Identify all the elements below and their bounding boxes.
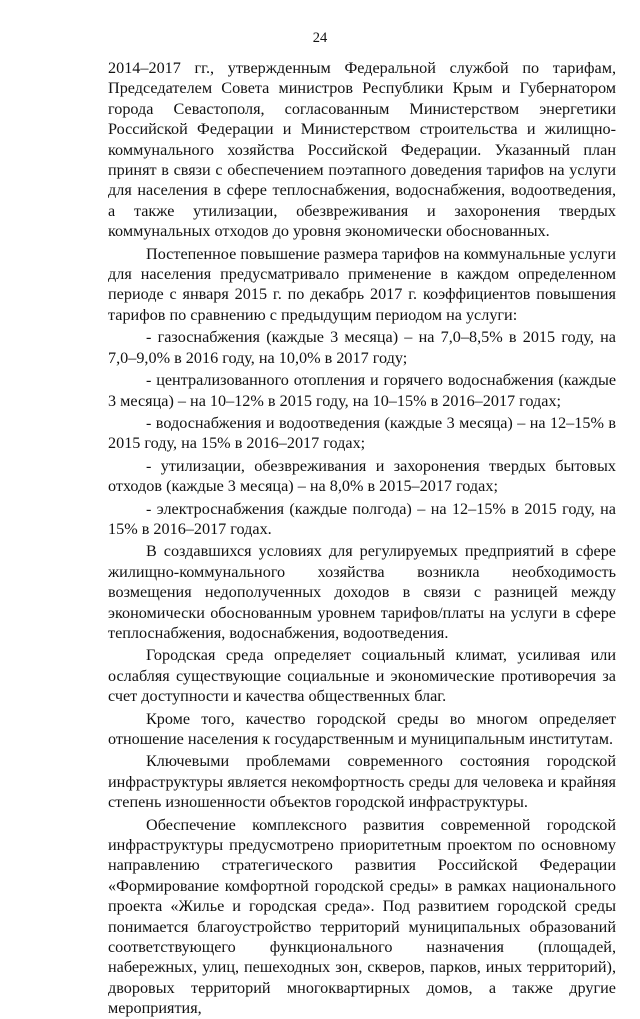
paragraph-compensation: В создавшихся условиях для регулируемых предприятий в сфере жилищно-коммунального хозяйства возникла необходимость возмещения недополученных доходов в связи с разницей между экономически обоснованным уровнем тарифов/платы на услуги в сфере теплоснабжения, водоснабжения, водоотведения. <box>108 542 616 642</box>
list-item-gas-supply: - газоснабжения (каждые 3 месяца) – на 7,0–8,5% в 2015 году, на 7,0–9,0% в 2016 году, на 10,0% в 2017 году; <box>108 328 616 367</box>
list-item-waste-disposal: - утилизации, обезвреживания и захоронения твердых бытовых отходов (каждые 3 месяца) – на 8,0% в 2015–2017 годах; <box>108 456 616 496</box>
paragraph-urban-environment: Городская среда определяет социальный климат, усиливая или ослабляя существующие социальные и экономические противоречия за счет доступности и качества общественных благ. <box>108 646 616 706</box>
list-item-water-supply: - водоснабжения и водоотведения (каждые 3 месяца) – на 12–15% в 2015 году, на 15% в 2016–2017 годах; <box>108 413 616 453</box>
list-item-electricity: - электроснабжения (каждые полгода) – на 12–15% в 2015 году, на 15% в 2016–2017 годах. <box>108 499 616 538</box>
paragraph-plan-continuation: 2014–2017 гг., утвержденным Федеральной службой по тарифам, Председателем Совета министров Республики Крым и Губернатором города Севастополя, согласованным Министерством энергетики Российской Федерации и Министерством строительства и жилищно-коммунального хозяйства Российской Федерации. Указанный план принят в связи с обеспечением поэтапного доведения тарифов на услуги для населения в сфере теплоснабжения, водоснабжения, водоотведения, а также утилизации, обезвреживания и захоронения твердых коммунальных отходов до уровня экономически обоснованных. <box>108 59 616 241</box>
paragraph-key-problems: Ключевыми проблемами современного состояния городской инфраструктуры является некомфортность среды для человека и крайняя степень изношенности объектов городской инфраструктуры. <box>108 752 616 812</box>
list-item-heating-hot-water: - централизованного отопления и горячего водоснабжения (каждые 3 месяца) – на 10–12% в 2015 году, на 10–15% в 2016–2017 годах; <box>108 371 616 410</box>
page-number: 24 <box>312 30 328 46</box>
body-text <box>108 58 616 1019</box>
paragraph-tariff-increase: Постепенное повышение размера тарифов на коммунальные услуги для населения предусматривало применение в каждом определенном периоде с января 2015 г. по декабрь 2017 г. коэффициентов повышения тарифов по сравнению с предыдущим периодом на услуги: <box>108 244 616 324</box>
paragraph-priority-project: Обеспечение комплексного развития современной городской инфраструктуры предусмотрено приоритетным проектом по основному направлению стратегического развития Российской Федерации «Формирование комфортной городской среды» в рамках национального проекта «Жилье и городская среда». Под развитием городской среды понимается благоустройство территорий муниципальных образований соответствующего функционального назначения (площадей, набережных, улиц, пешеходных зон, скверов, парков, иных территорий), дворовых территорий многоквартирных домов, а также другие мероприятия, <box>108 815 616 1018</box>
paragraph-urban-quality: Кроме того, качество городской среды во многом определяет отношение населения к государственным и муниципальным институтам. <box>108 709 616 748</box>
